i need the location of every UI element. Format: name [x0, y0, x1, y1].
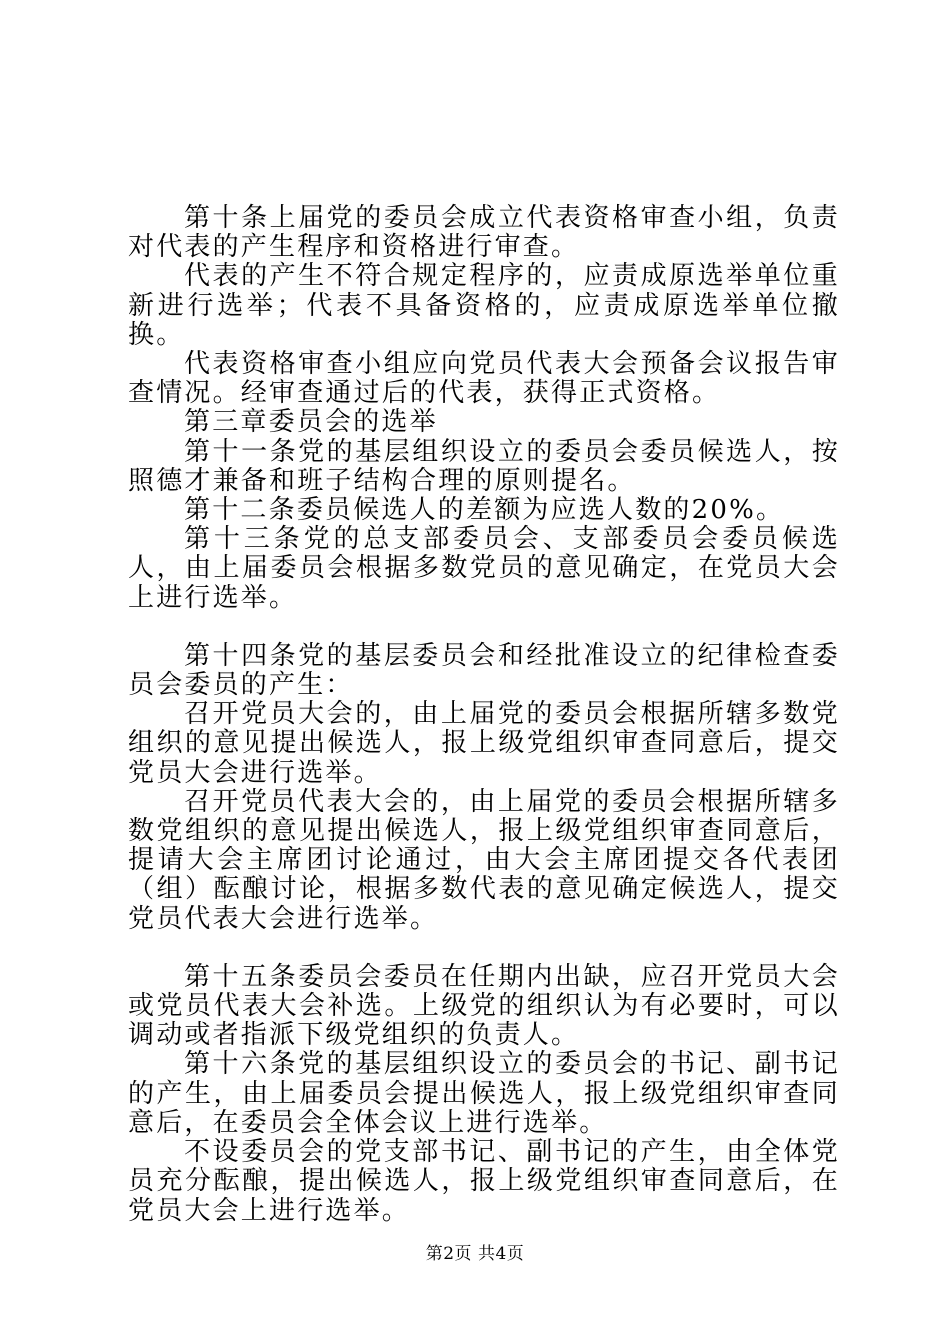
paragraph-article-15: 第十五条委员会委员在任期内出缺，应召开党员大会或党员代表大会补选。上级党的组织认为有必要时，可以调动或者指派下级党组织的负责人。	[128, 961, 840, 1051]
paragraph-article-12: 第十二条委员候选人的差额为应选人数的20%。	[184, 495, 785, 526]
paragraph-article-14: 第十四条党的基层委员会和经批准设立的纪律检查委员会委员的产生：	[128, 640, 840, 701]
paragraph-article-10-nonconforming: 代表的产生不符合规定程序的，应责成原选举单位重新进行选举；代表不具备资格的，应责成原选举单位撤换。	[128, 261, 840, 350]
page-indicator: 第2页 共4页	[425, 1244, 525, 1264]
chapter-heading: 第三章委员会的选举	[184, 407, 438, 438]
paragraph-article-16-no-committee: 不设委员会的党支部书记、副书记的产生，由全体党员充分酝酿，提出候选人，报上级党组织审查同意后，在党员大会上进行选举。	[128, 1137, 840, 1226]
paragraph-article-13: 第十三条党的总支部委员会、支部委员会委员候选人，由上届委员会根据多数党员的意见确定，在党员大会上进行选举。	[128, 524, 840, 613]
page-footer	[0, 1243, 950, 1265]
paragraph-article-16: 第十六条党的基层组织设立的委员会的书记、副书记的产生，由上届委员会提出候选人，报上级党组织审查同意后，在委员会全体会议上进行选举。	[128, 1049, 840, 1138]
document-body	[128, 204, 840, 1226]
paragraph-article-10: 第十条上届党的委员会成立代表资格审查小组，负责对代表的产生程序和资格进行审查。	[128, 203, 840, 263]
paragraph-article-11: 第十一条党的基层组织设立的委员会委员候选人，按照德才兼备和班子结构合理的原则提名。	[128, 436, 840, 496]
paragraph-article-10-report: 代表资格审查小组应向党员代表大会预备会议报告审查情况。经审查通过后的代表，获得正式资格。	[128, 349, 840, 409]
paragraph-article-14-delegates-meeting: 召开党员代表大会的，由上届党的委员会根据所辖多数党组织的意见提出候选人，报上级党组织审查同意后，提请大会主席团讨论通过，由大会主席团提交各代表团（组）酝酿讨论，根据多数代表的意见确定候选人，提交党员代表大会进行选举。	[128, 786, 840, 934]
paragraph-article-14-members-meeting: 召开党员大会的，由上届党的委员会根据所辖多数党组织的意见提出候选人，报上级党组织审查同意后，提交党员大会进行选举。	[128, 699, 840, 788]
